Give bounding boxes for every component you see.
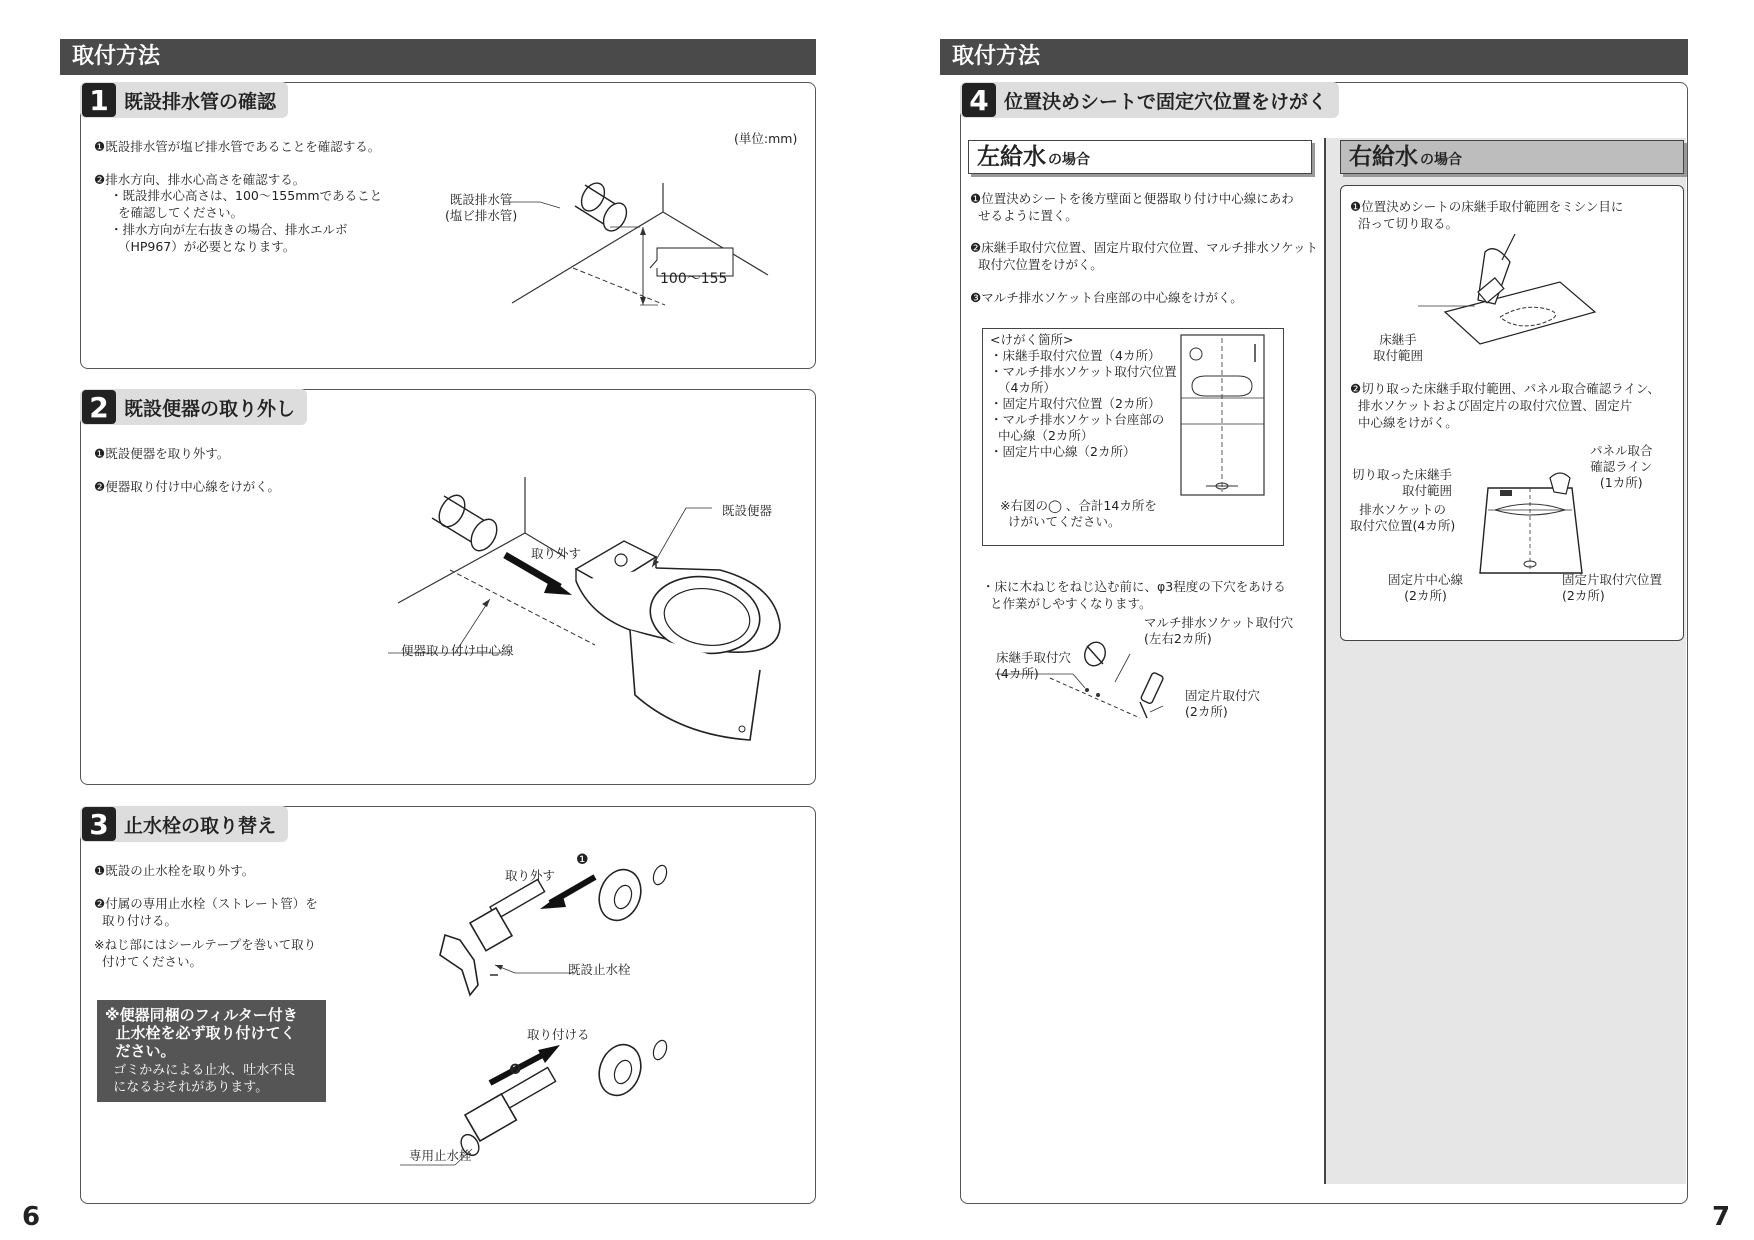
multi-socket-hole-label: マルチ排水ソケット取付穴 (左右2カ所) <box>1144 615 1294 646</box>
left-supply-item2: ❷床継手取付穴位置、固定片取付穴位置、マルチ排水ソケット 取付穴位置をけがく。 <box>970 240 1318 272</box>
left-page-number: 6 <box>22 1202 41 1232</box>
step4-number: 4 <box>962 83 996 117</box>
step1-heading <box>80 82 288 118</box>
right-supply-title-small: の場合 <box>1420 152 1462 168</box>
step3-item1: ❶既設の止水栓を取り外す。 <box>94 863 255 878</box>
step1-number: 1 <box>82 83 116 117</box>
step3-title: 止水栓の取り替え <box>124 814 277 837</box>
step2-heading <box>80 389 307 425</box>
right-supply-title-big: 右給水 <box>1349 144 1418 170</box>
valve-remove-label: 取り外す <box>505 868 556 883</box>
step1-item2-sub: ・既設排水心高さは、100～155mmであること を確認してください。 ・排水方向が左右抜きの場合、排水エルボ （HP967）が必要となります。 <box>110 188 383 254</box>
step1-title: 既設排水管の確認 <box>124 90 277 113</box>
step2-title: 既設便器の取り外し <box>124 397 296 420</box>
filter-warning-body: ゴミかみによる止水、吐水不良 になるおそれがあります。 <box>113 1063 296 1095</box>
right-supply-title <box>1340 140 1684 174</box>
fixing-hole-position-label: 固定片取付穴位置 (2カ所) <box>1562 572 1663 603</box>
panel-check-line-label: パネル取合 確認ライン (1カ所) <box>1590 443 1653 490</box>
step1-item1: ❶既設排水管が塩ビ排水管であることを確認する。 <box>94 139 381 154</box>
step1-item2: ❷排水方向、排水心高さを確認する。 <box>94 172 306 187</box>
step4-heading <box>960 82 1339 118</box>
right-page-header: 取付方法 <box>940 39 1688 75</box>
drain-socket-hole-label: 排水ソケットの 取付穴位置(4カ所) <box>1350 502 1456 533</box>
left-supply-title-small: の場合 <box>1048 152 1090 168</box>
existing-toilet-label: 既設便器 <box>722 503 773 518</box>
drain-height-dimension: 100～155 <box>660 271 728 287</box>
right-supply-item2: ❷切り取った床継手取付範囲、パネル取合確認ライン、 排水ソケットおよび固定片の取付穴位置、固定片 中心線をけがく。 <box>1350 381 1660 430</box>
pilot-hole-tip: ・床に木ねじをねじ込む前に、φ3程度の下穴をあける と作業がしやすくなります。 <box>982 579 1286 611</box>
floor-joint-hole-label: 床継手取付穴 (4カ所) <box>996 650 1072 681</box>
drain-pipe-label: 既設排水管 (塩ビ排水管) <box>445 192 518 223</box>
center-line-label: 便器取り付け中心線 <box>401 643 514 658</box>
right-page-number: 7 <box>1712 1202 1731 1232</box>
cut-range-label: 切り取った床継手 取付範囲 <box>1352 467 1453 498</box>
floor-joint-range-label: 床継手 取付範囲 <box>1373 332 1424 363</box>
fixing-hole-label: 固定片取付穴 (2カ所) <box>1185 688 1261 719</box>
filter-warning-box <box>97 1000 326 1102</box>
marked-sheet-illustration <box>1470 468 1600 578</box>
cut-sheet-illustration <box>1440 232 1600 362</box>
remove-label: 取り外す <box>531 546 582 561</box>
step1-unit: (単位:mm) <box>734 131 798 146</box>
step3-number: 3 <box>82 807 116 841</box>
step2-number: 2 <box>82 390 116 424</box>
filter-warning-title: ※便器同梱のフィルター付き 止水栓を必ず取り付けてく ださい。 <box>105 1006 298 1060</box>
dedicated-valve-label: 専用止水栓 <box>409 1148 472 1163</box>
step3-note: ※ねじ部にはシールテープを巻いて取り 付けてください。 <box>94 937 317 969</box>
step2-item2: ❷便器取り付け中心線をけがく。 <box>94 479 280 494</box>
left-supply-item1: ❶位置決めシートを後方壁面と便器取り付け中心線にあわ せるように置く。 <box>970 191 1294 223</box>
marking-points-note: ※右図の◯ 、合計14カ所を けがいてください。 <box>1000 498 1157 529</box>
step3-heading <box>80 806 288 842</box>
left-supply-item3: ❸マルチ排水ソケット台座部の中心線をけがく。 <box>970 290 1243 305</box>
left-page-header: 取付方法 <box>60 39 816 75</box>
positioning-sheet-diagram <box>1180 334 1265 496</box>
valve-replacement-illustration <box>390 855 710 1185</box>
fixing-center-line-label: 固定片中心線 (2カ所) <box>1388 572 1464 603</box>
left-supply-title <box>968 140 1312 174</box>
valve-install-label: 取り付ける <box>527 1027 590 1042</box>
step3-item2: ❷付属の専用止水栓（ストレート管）を 取り付ける。 <box>94 896 318 928</box>
step4-title: 位置決めシートで固定穴位置をけがく <box>1004 90 1328 113</box>
column-divider <box>1324 138 1326 1184</box>
valve-step-mark-2: ❷ <box>509 1062 522 1078</box>
left-supply-title-big: 左給水 <box>977 144 1046 170</box>
right-supply-item1: ❶位置決めシートの床継手取付範囲をミシン目に 沿って切り取る。 <box>1350 199 1624 231</box>
step2-item1: ❶既設便器を取り外す。 <box>94 446 230 461</box>
valve-step-mark-1: ❶ <box>576 852 589 868</box>
existing-valve-label: 既設止水栓 <box>568 962 631 977</box>
marking-points-list: <けがく箇所> ・床継手取付穴位置（4カ所） ・マルチ排水ソケット取付穴位置 （4カ所） ・固定片取付穴位置（2カ所） ・マルチ排水ソケット台座部の 中心線（2カ所） ・固定片中心線（2カ所） <box>990 332 1177 459</box>
drain-pipe-illustration <box>500 180 780 320</box>
